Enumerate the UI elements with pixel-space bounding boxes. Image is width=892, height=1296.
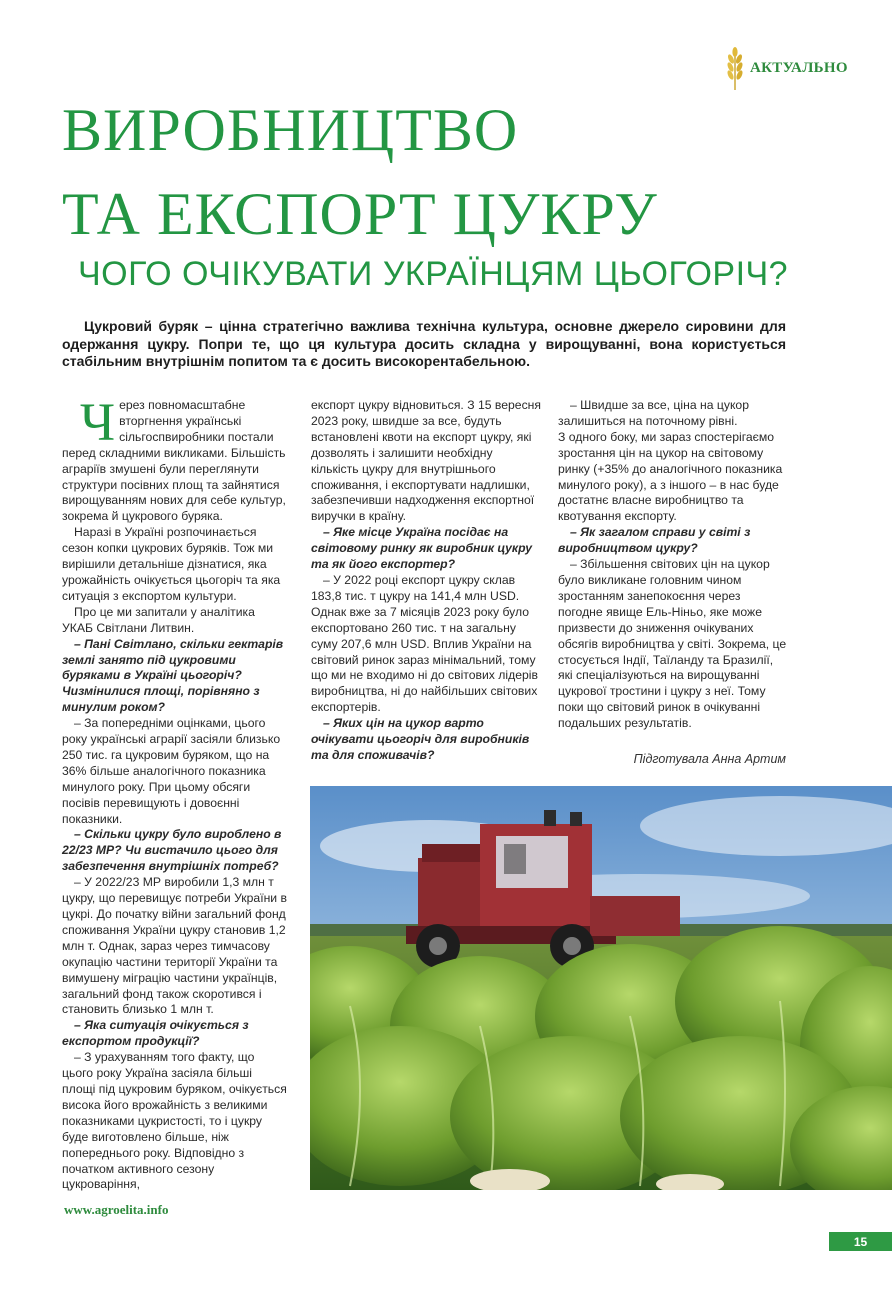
author-credit: Підготувала Анна Артим: [633, 752, 786, 766]
title-line-2: ТА ЕКСПОРТ ЦУКРУ: [62, 181, 658, 247]
paragraph: – За попередніми оцінками, цього року українські аграрії засіяли близько 250 тис. га цукровим буряком, що на 36% більше аналогічного показника минулого року. При цьому обсяги посівів перевищують і довоєнні показники.: [62, 716, 281, 826]
interview-question: – Пані Світлано, скільки гектарів землі занято під цукровими буряками в Україні цьогоріч? Чизмінилися площі, порівняно з минулим роком?: [62, 636, 284, 715]
website-link[interactable]: www.agroelita.info: [64, 1202, 169, 1217]
text-column-1: [62, 392, 288, 1193]
interview-question: – Яких цін на цукор варто очікувати цьогоріч для виробників та для споживачів?: [311, 716, 530, 762]
section-label: АКТУАЛЬНО: [750, 59, 848, 76]
paragraph: Наразі в Україні розпочинається сезон копки цукрових буряків. Тож ми вирішили детальніше дізнатися, яка урожайність очікується цьогоріч та яка ситуація з експортом культури.: [62, 525, 281, 603]
text-column-3: [558, 398, 788, 732]
paragraph: – З урахуванням того факту, що цього року Україна засіяла більші площі під цукровим буряком, очікується висока його врожайність з великими показниками цукристості, то і цукру буде виготовлено більше, ніж попереднього року. Відповідно з початком активного сезону цукроваріння,: [62, 1050, 287, 1192]
paragraph: – У 2022 році експорт цукру склав 183,8 тис. т цукру на 141,4 млн USD. Однак вже за 7 місяців 2023 року було експортовано 260 тис. т на загальну суму 207,6 млн USD. Вплив України на світовий ринок зараз мінімальний, тому що ми не входимо ні до світових лідерів виробництва, ні до найбільших світових експортерів.: [311, 572, 538, 715]
photo-illustration: [310, 786, 892, 1190]
article-title: [62, 88, 658, 256]
interview-question: – Як загалом справи у світі з виробництвом цукру?: [558, 525, 751, 556]
page-number-badge: 15: [829, 1232, 892, 1251]
section-tag: [724, 46, 848, 90]
article-subtitle: ЧОГО ОЧІКУВАТИ УКРАЇНЦЯМ ЦЬОГОРІЧ?: [78, 255, 789, 293]
paragraph: експорт цукру відновиться. З 15 вересня 2023 року, швидше за все, будуть встановлені квоти на експорт цукру, які дозволять і залишити необхідну кількість цукру для внутрішнього споживання, і експортувати надлишки, забезпечивши надходження експортної виручки в країну.: [311, 398, 541, 524]
interview-question: – Яке місце Україна посідає на світовому ринку як виробник цукру та як його експортер?: [311, 525, 532, 572]
paragraph: З одного боку, ми зараз спостерігаємо зростання цін на цукор на світовому ринку (+35% до аналогічного показника минулого року), а з іншого – в нас буде достатнє власне виробництво та квотування експорту.: [558, 429, 783, 524]
paragraph: – Швидше за все, ціна на цукор залишиться на поточному рівні.: [558, 398, 749, 428]
title-line-1: ВИРОБНИЦТВО: [62, 97, 519, 163]
interview-question: – Скільки цукру було вироблено в 22/23 МР? Чи вистачило цього для забезпечення внутрішніх потреб?: [62, 827, 282, 874]
paragraph: – Збільшення світових цін на цукор було викликане головним чином зростанням занепокоєння через погодне явище Ель-Ніньо, яке може призвести до зниження очікуваних обсягів виробництва у світі. Зокрема, це стосується Індії, Таїланду та Бразилії, які спеціалізуються на вирощуванні цукрової тростини і цукру з неї. Тому поки що світовий ринок в очікуванні подальших результатів.: [558, 557, 787, 731]
dropcap: Ч: [80, 392, 116, 452]
interview-question: – Яка ситуація очікується з експортом продукції?: [62, 1018, 249, 1049]
beet-leaves: [310, 926, 892, 1190]
text-column-2: [311, 398, 543, 764]
paragraph: – У 2022/23 МР виробили 1,3 млн т цукру, що перевищує потреби України в цукрі. До початку війни загальний фонд споживання України цукру становив 1,2 млн т. Однак, зараз через тимчасову окупацію частини території України та вимушену міграцію частини українців, загальний фонд також скоротився і становить близько 1 млн т.: [62, 875, 287, 1017]
sugar-beet-harvester-photo: [310, 786, 892, 1190]
wheat-icon: [724, 46, 746, 90]
article-lead: Цукровий буряк – цінна стратегічно важлива технічна культура, основне джерело сировини для одержання цукру. Попри те, що ця культура досить складна у вирощуванні, вона користується стабільним внутрішнім попитом та є досить високорентабельною.: [62, 318, 786, 369]
paragraph: Про це ми запитали у аналітика УКАБ Світлани Литвин.: [62, 604, 255, 635]
paragraph: ерез повномасштабне вторгнення українські сільгоспвиробники постали перед складними викликами. Більшість аграріїв змушені були переглянути структури посівних площ та зайнятися вирощуванням нових для себе культур, зокрема й цукрового буряка.: [62, 398, 286, 524]
